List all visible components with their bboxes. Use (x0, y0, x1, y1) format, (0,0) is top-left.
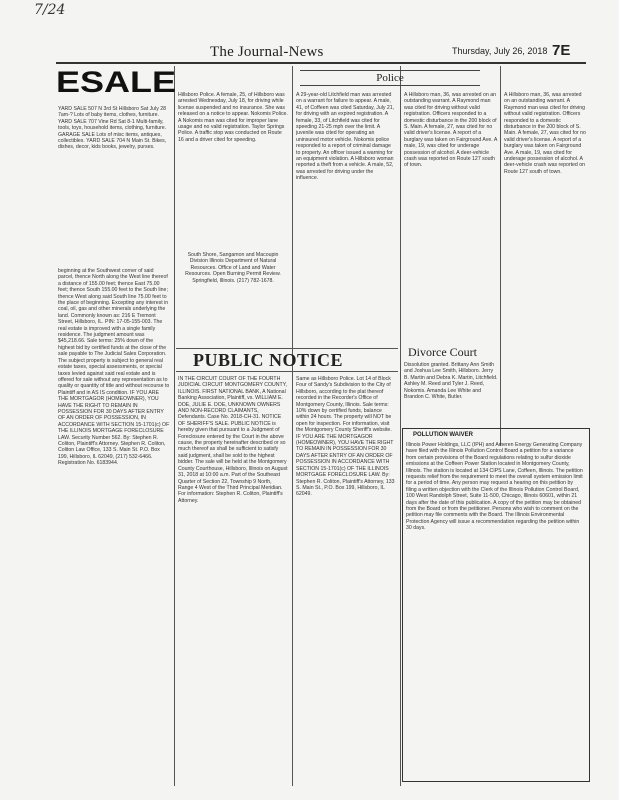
police-reports-right: A Hillsboro man, 36, was arrested on an outstanding warrant. A Raymond man was cited for driving without valid registration. Officers responded to a domestic disturbance in the 200 block of S. Main. A female, 27, was cited for no valid driver's license. A report of a burglary was taken on Fairground Ave. A male, 19, was cited for underage possession of alcohol. A deer-vehicle crash was reported on Route 127 south of town. (404, 92, 498, 169)
police-reports-far: A Hillsboro man, 36, was arrested on an outstanding warrant. A Raymond man was cited for driving without valid registration. Officers responded to a domestic disturbance in the 200 block of S. Main. A female, 27, was cited for no valid driver's license. A report of a burglary was taken on Fairground Ave. A male, 19, was cited for underage possession of alcohol. A deer-vehicle crash was reported on Route 127 south of town. (504, 92, 586, 175)
legal-notice-middle: Same as Hillsboro Police. Lot 14 of Block Four of Sandy's Subdivision to the City of Hillsboro, according to the plat thereof recorded in the Recorder's Office of Montgomery County, Illinois. Sale terms: 10% down by certified funds, balance within 24 hours. The property will NOT be open for inspection. For information, visit the Montgomery County Sheriff's website. IF YOU ARE THE MORTGAGOR (HOMEOWNER), YOU HAVE THE RIGHT TO REMAIN IN POSSESSION FOR 30 DAYS AFTER ENTRY OF AN ORDER OF POSSESSION IN ACCORDANCE WITH SECTION 15-1701(c) OF THE ILLINOIS MORTGAGE FORECLOSURE LAW. By: Stephen R. Coliton, Plaintiff's Attorney, 133 S. Main St., P.O. Box 199, Hillsboro, IL 62049. (296, 376, 395, 498)
column-divider (500, 66, 501, 446)
pollution-waiver-heading: POLLUTION WAIVER (413, 432, 473, 438)
police-reports-middle: A 29-year-old Litchfield man was arrested on a warrant for failure to appear. A male, 41, of Coffeen was cited Saturday, July 21, for driving with an expired registration. A female, 33, of Litchfield was cited for speeding 21-25 mph over the limit. A juvenile was cited for operating an uninsured motor vehicle. Nokomis police responded to a report of criminal damage to property. An officer issued a warning for an equipment violation. A Hillsboro woman reported a theft from a vehicle. A male, 52, was arrested for driving under the influence. (296, 92, 395, 182)
pollution-waiver-text: Illinois Power Holdings, LLC (IPH) and Ameren Energy Generating Company have filed with the Illinois Pollution Control Board a petition for a variance from certain provisions of the Board regulations relating to sulfur dioxide emissions at the Coffeen Power Station located in Montgomery County, Illinois. The station is located at 134 CIPS Lane, Coffeen, Illinois. The petition requests relief from the requirement to meet the overall system emission limit for a period of time. Any person may request a hearing on this petition by filing a written objection with the Clerk of the Illinois Pollution Control Board, 100 West Randolph Street, Suite 11-500, Chicago, Illinois 60601, within 21 days after the date of this publication. A copy of the petition may be obtained from the Board or from the petitioner. Persons who wish to comment on the petition may file comments with the Board. The Illinois Environmental Protection Agency will issue a recommendation regarding the petition within 30 days. (406, 442, 583, 532)
sale-banner: ESALE (56, 66, 177, 99)
hillsboro-police-reports: Hillsboro Police. A female, 25, of Hillsboro was arrested Wednesday, July 18, for driving while license suspended and no insurance. She was released on a notice to appear. Nokomis Police. A Nokomis man was cited for improper lane usage and no valid registration. Taylor Springs Police. A traffic stop was conducted on Route 16 and a driver cited for speeding. (178, 92, 288, 143)
public-notice-rule (176, 348, 398, 349)
police-heading: Police (300, 70, 480, 86)
divorce-court-heading: Divorce Court (408, 345, 477, 359)
page-number: 7E (552, 42, 571, 59)
public-notice-heading: PUBLIC NOTICE (193, 350, 344, 370)
dateline: Thursday, July 26, 2018 (452, 46, 548, 56)
public-notice-rule (176, 371, 398, 372)
column-divider (292, 66, 293, 786)
column-divider (400, 66, 401, 786)
column-divider (174, 66, 175, 786)
court-notice: IN THE CIRCUIT COURT OF THE FOURTH JUDICIAL CIRCUIT MONTGOMERY COUNTY, ILLINOIS. FIRST NATIONAL BANK, A National Banking Association, Plaintiff, vs. WILLIAM E. DOE, JULIE E. DOE, UNKNOWN OWNERS AND NON-RECORD CLAIMANTS, Defendants. Case No. 2018-CH-31. NOTICE OF SHERIFF'S SALE. PUBLIC NOTICE is hereby given that pursuant to a Judgment of Foreclosure entered by the Court in the above cause, the property hereinafter described or so much thereof as shall be sufficient to satisfy said judgment, shall be sold to the highest bidder. The sale will be held at the Montgomery County Courthouse, Hillsboro, Illinois on August 31, 2018 at 10:00 a.m. Part of the Southeast Quarter of Section 22, Township 9 North, Range 4 West of the Third Principal Meridian. For information: Stephen R. Coliton, Plaintiff's Attorney. (178, 376, 288, 504)
handwritten-note: 7/24 (34, 2, 66, 18)
legal-notice-left: beginning at the Southwest corner of said parcel, thence North along the West line thereof a distance of 155.00 feet; thence East 75.00 feet; thence South 155.00 feet to the South line; thence West along said South line 75.00 feet to the place of beginning. Excepting any interest in coal, oil, gas and other minerals underlying the land. Commonly known as: 216 E Tremont Street, Hillsboro, IL. PIN: 17-05-155-003. The real estate is improved with a single family residence. The judgment amount was $45,218.66. Sale terms: 25% down of the highest bid by certified funds at the close of the sale payable to The Judicial Sales Corporation. The subject property is subject to general real estate taxes, special assessments, or special taxes levied against said real estate and is offered for sale without any representation as to quality or quantity of title and without recourse to Plaintiff and in AS IS condition. IF YOU ARE THE MORTGAGOR (HOMEOWNER), YOU HAVE THE RIGHT TO REMAIN IN POSSESSION FOR 30 DAYS AFTER ENTRY OF AN ORDER OF POSSESSION, IN ACCORDANCE WITH SECTION 15-1701(c) OF THE ILLINOIS MORTGAGE FORECLOSURE LAW. Security Number 562. By: Stephen R. Coliton, Plaintiff's Attorney. Stephen R. Coliton, Coliton Law Office, 133 S. Main St. P.O. Box 199, Hillsboro, IL 62049, (217) 532-6466. Registration No. 6183944. (58, 268, 170, 467)
sale-listings: YARD SALE 507 N 3rd St Hillsboro Sat July 28 7am-? Lots of baby items, clothes, furniture. YARD SALE 707 Vine Rd Sat 8-1 Multi-family, tools, toys, household items, clothing, furniture. GARAGE SALE Lots of misc items, antiques, collectibles. YARD SALE 704 N Main St. Bikes, dishes, decor, kids books, jewelry, purses. (58, 106, 167, 151)
masthead: The Journal-News (210, 44, 324, 60)
divorce-listings: Dissolution granted. Brittany Ann Smith and Joshua Lee Smith, Hillsboro. Jerry B. Martin and Debra K. Martin, Litchfield. Ashley M. Reed and Tyler J. Reed, Nokomis. Amanda Lee White and Brandon C. White, Butler. (404, 362, 498, 401)
masthead-rule (56, 62, 586, 64)
sheriff-notice: South Shore, Sangamon and Macoupin Division Illinois Department of Natural Resources. Office of Land and Water Resources. Open Burning Permit Review. Springfield, Illinois. (217) 782-1678. (185, 252, 281, 284)
